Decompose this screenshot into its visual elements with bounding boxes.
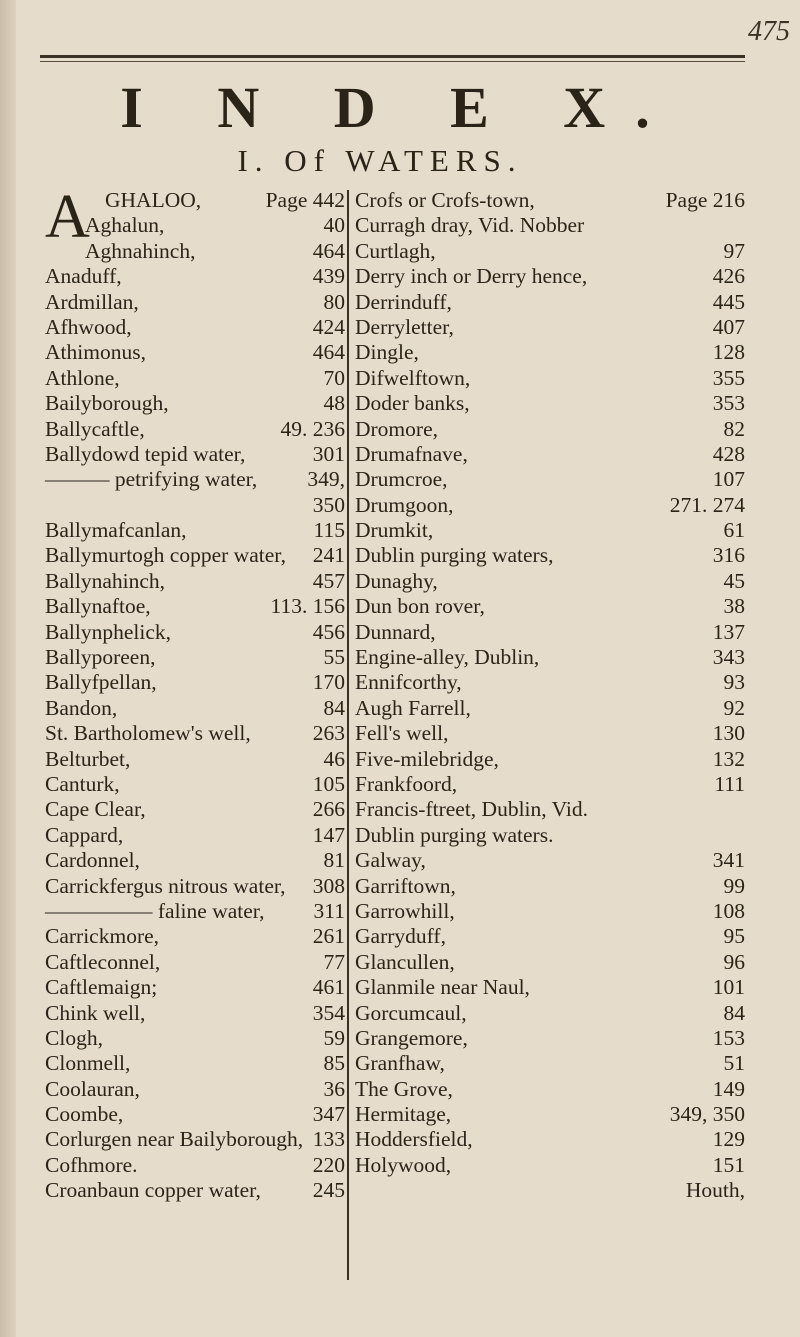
entry-name: ————— faline water, bbox=[45, 898, 265, 923]
index-entry bbox=[355, 645, 745, 670]
index-entry bbox=[355, 696, 745, 721]
index-entry bbox=[355, 823, 745, 848]
right-column bbox=[355, 188, 745, 1204]
entry-page: 407 bbox=[712, 314, 745, 339]
index-title: I N D E X. bbox=[120, 75, 680, 140]
entry-page: 311 bbox=[313, 898, 345, 923]
entry-name: Augh Farrell, bbox=[355, 695, 471, 720]
index-entry bbox=[355, 950, 745, 975]
index-entry bbox=[45, 823, 345, 848]
index-entry bbox=[45, 442, 345, 467]
entry-name: Coombe, bbox=[45, 1102, 124, 1127]
entry-page: 266 bbox=[312, 797, 345, 822]
entry-page: 51 bbox=[723, 1051, 745, 1076]
entry-page: 111 bbox=[714, 771, 745, 796]
entry-name: Canturk, bbox=[45, 771, 120, 796]
entry-page: 439 bbox=[312, 264, 345, 289]
entry-page: 97 bbox=[723, 238, 745, 263]
entry-name: Hoddersfield, bbox=[355, 1127, 473, 1152]
index-entry bbox=[355, 772, 745, 797]
entry-page: 48 bbox=[323, 391, 345, 416]
entry-page: 349, 350 bbox=[669, 1102, 745, 1127]
index-entry bbox=[355, 493, 745, 518]
index-entry bbox=[45, 1178, 345, 1203]
entry-name: Francis-ftreet, Dublin, Vid. bbox=[355, 797, 588, 822]
entry-page: 105 bbox=[312, 771, 345, 796]
index-entry bbox=[45, 518, 345, 543]
entry-page: 308 bbox=[312, 873, 345, 898]
entry-page: 45 bbox=[723, 568, 745, 593]
entry-page: 82 bbox=[723, 416, 745, 441]
entry-name: Coolauran, bbox=[45, 1076, 140, 1101]
entry-page: 170 bbox=[312, 670, 345, 695]
entry-page: 424 bbox=[312, 314, 345, 339]
entry-name: Gorcumcaul, bbox=[355, 1000, 467, 1025]
entry-page: 354 bbox=[312, 1000, 345, 1025]
entry-name: Clonmell, bbox=[45, 1051, 131, 1076]
entry-page: 101 bbox=[712, 975, 745, 1000]
entry-name: Garriftown, bbox=[355, 873, 456, 898]
index-entry bbox=[45, 1127, 345, 1152]
entry-name: Corlurgen near Bailyborough, bbox=[45, 1127, 304, 1152]
entry-name: Five-milebridge, bbox=[355, 746, 499, 771]
index-entry bbox=[355, 1001, 745, 1026]
entry-name: Drumkit, bbox=[355, 518, 434, 543]
entry-name: Granfhaw, bbox=[355, 1051, 445, 1076]
entry-name: Aghnahinch, bbox=[85, 238, 196, 263]
index-entry bbox=[45, 594, 345, 619]
entry-page: 456 bbox=[312, 619, 345, 644]
entry-name: Caftlemaign; bbox=[45, 975, 158, 1000]
entry-page: 428 bbox=[712, 441, 745, 466]
index-entry bbox=[355, 874, 745, 899]
entry-page: 128 bbox=[712, 340, 745, 365]
entry-page: 46 bbox=[323, 746, 345, 771]
entry-name: Bailyborough, bbox=[45, 391, 169, 416]
entry-name: Cape Clear, bbox=[45, 797, 146, 822]
entry-name: Ballymurtogh copper water, bbox=[45, 543, 286, 568]
entry-page: 343 bbox=[712, 645, 745, 670]
index-entry bbox=[45, 620, 345, 645]
index-entry bbox=[45, 1077, 345, 1102]
index-entry bbox=[355, 620, 745, 645]
index-entry bbox=[355, 747, 745, 772]
entry-page: 49. 236 bbox=[280, 416, 345, 441]
entry-page: 355 bbox=[712, 365, 745, 390]
entry-name: Doder banks, bbox=[355, 391, 470, 416]
entry-name: St. Bartholomew's well, bbox=[45, 721, 251, 746]
entry-page: 80 bbox=[323, 289, 345, 314]
entry-name: Drumafnave, bbox=[355, 441, 468, 466]
entry-page: Page 442 bbox=[265, 188, 345, 212]
index-entry bbox=[45, 772, 345, 797]
index-entry bbox=[355, 442, 745, 467]
entry-name: Difwelftown, bbox=[355, 365, 471, 390]
entry-page: 55 bbox=[323, 645, 345, 670]
entry-name: Caftleconnel, bbox=[45, 949, 161, 974]
index-entry bbox=[355, 188, 745, 213]
entry-page: 445 bbox=[712, 289, 745, 314]
index-entry bbox=[45, 899, 345, 924]
index-entry bbox=[45, 1026, 345, 1051]
entry-page: 70 bbox=[323, 365, 345, 390]
entry-page: 84 bbox=[323, 695, 345, 720]
entry-name: Derry inch or Derry hence, bbox=[355, 264, 588, 289]
page-edge bbox=[0, 0, 16, 1337]
index-entry bbox=[355, 1026, 745, 1051]
entry-page: 92 bbox=[723, 695, 745, 720]
index-entry bbox=[45, 721, 345, 746]
index-entry bbox=[355, 340, 745, 365]
index-entry bbox=[45, 975, 345, 1000]
entry-name: Clogh, bbox=[45, 1025, 103, 1050]
entry-name: Ennifcorthy, bbox=[355, 670, 462, 695]
index-entry bbox=[355, 366, 745, 391]
entry-name: Drumgoon, bbox=[355, 492, 454, 517]
entry-name: Cofhmore. bbox=[45, 1152, 138, 1177]
index-entry bbox=[45, 188, 345, 213]
column-divider bbox=[347, 190, 349, 1280]
entry-page: 132 bbox=[712, 746, 745, 771]
entry-page: Page 216 bbox=[665, 188, 745, 212]
entry-name: The Grove, bbox=[355, 1076, 453, 1101]
index-entry bbox=[45, 747, 345, 772]
entry-name: Garrowhill, bbox=[355, 898, 455, 923]
entry-name: Chink well, bbox=[45, 1000, 146, 1025]
index-entry bbox=[355, 315, 745, 340]
entry-page: 133 bbox=[312, 1127, 345, 1152]
entry-name: Ballyfpellan, bbox=[45, 670, 157, 695]
entry-name: Galway, bbox=[355, 848, 426, 873]
index-entry bbox=[355, 975, 745, 1000]
index-entry bbox=[45, 950, 345, 975]
entry-name: Athimonus, bbox=[45, 340, 146, 365]
header-rule bbox=[40, 55, 745, 58]
index-entry bbox=[45, 696, 345, 721]
entry-name: Frankfoord, bbox=[355, 771, 458, 796]
entry-page: 241 bbox=[312, 543, 345, 568]
entry-page: 261 bbox=[312, 924, 345, 949]
entry-page: 61 bbox=[723, 518, 745, 543]
entry-name: Ballynphelick, bbox=[45, 619, 171, 644]
left-column bbox=[45, 183, 345, 1204]
entry-name: Dromore, bbox=[355, 416, 438, 441]
index-entry bbox=[45, 417, 345, 442]
entry-page: 149 bbox=[712, 1076, 745, 1101]
entry-name: Glancullen, bbox=[355, 949, 455, 974]
entry-page: 153 bbox=[712, 1025, 745, 1050]
entry-name: Engine-alley, Dublin, bbox=[355, 645, 540, 670]
index-entry bbox=[45, 645, 345, 670]
entry-name: Fell's well, bbox=[355, 721, 449, 746]
index-entry bbox=[355, 467, 745, 492]
entry-name: Carrickfergus nitrous water, bbox=[45, 873, 286, 898]
entry-page: 353 bbox=[712, 391, 745, 416]
entry-page: 461 bbox=[312, 975, 345, 1000]
entry-name: Cappard, bbox=[45, 822, 124, 847]
entry-name: Holywood, bbox=[355, 1152, 452, 1177]
index-entry bbox=[45, 670, 345, 695]
index-entry bbox=[45, 874, 345, 899]
index-entry bbox=[45, 213, 345, 238]
index-entry bbox=[355, 670, 745, 695]
entry-page: 36 bbox=[323, 1076, 345, 1101]
index-entry bbox=[355, 518, 745, 543]
entry-page: 129 bbox=[712, 1127, 745, 1152]
entry-name: Bandon, bbox=[45, 695, 118, 720]
entry-page: 108 bbox=[712, 898, 745, 923]
entry-name: ——— petrifying water, bbox=[45, 467, 258, 492]
index-entry bbox=[45, 315, 345, 340]
entry-name: Anaduff, bbox=[45, 264, 122, 289]
index-entry bbox=[355, 594, 745, 619]
entry-name: Derrinduff, bbox=[355, 289, 452, 314]
entry-name: Ballyporeen, bbox=[45, 645, 156, 670]
index-entry bbox=[45, 1102, 345, 1127]
entry-name: Drumcroe, bbox=[355, 467, 448, 492]
index-entry bbox=[355, 721, 745, 746]
entry-page: 464 bbox=[312, 238, 345, 263]
index-entry bbox=[45, 366, 345, 391]
entry-page: 93 bbox=[723, 670, 745, 695]
entry-name: Afhwood, bbox=[45, 314, 132, 339]
index-entry bbox=[45, 1153, 345, 1178]
entry-page: 85 bbox=[323, 1051, 345, 1076]
index-entry bbox=[355, 1153, 745, 1178]
index-entry bbox=[45, 290, 345, 315]
index-entry bbox=[355, 899, 745, 924]
entry-name: Glanmile near Naul, bbox=[355, 975, 530, 1000]
entry-name: Curtlagh, bbox=[355, 238, 436, 263]
entry-page: 77 bbox=[323, 949, 345, 974]
entry-page: 115 bbox=[313, 518, 345, 543]
entry-page: 137 bbox=[712, 619, 745, 644]
entry-page: 341 bbox=[712, 848, 745, 873]
entry-name: Dunnard, bbox=[355, 619, 436, 644]
index-entry bbox=[355, 417, 745, 442]
entry-page: 81 bbox=[323, 848, 345, 873]
entry-name: Athlone, bbox=[45, 365, 120, 390]
entry-name: Ballynahinch, bbox=[45, 568, 166, 593]
index-entry bbox=[355, 1127, 745, 1152]
entry-page: 107 bbox=[712, 467, 745, 492]
entry-page: 245 bbox=[312, 1178, 345, 1203]
entry-name: Dunaghy, bbox=[355, 568, 438, 593]
entry-name: Ballymafcanlan, bbox=[45, 518, 187, 543]
entry-page: 113. 156 bbox=[270, 594, 345, 619]
page-number: 475 bbox=[748, 16, 790, 47]
entry-page: 349, bbox=[307, 467, 345, 492]
entry-page: 130 bbox=[712, 721, 745, 746]
entry-page: 40 bbox=[323, 213, 345, 238]
index-entry bbox=[45, 340, 345, 365]
index-entry bbox=[355, 1051, 745, 1076]
entry-name: Cardonnel, bbox=[45, 848, 140, 873]
index-entry bbox=[355, 797, 745, 822]
index-entry bbox=[45, 924, 345, 949]
entry-page: 350 bbox=[312, 492, 345, 517]
entry-name: Crofs or Crofs-town, bbox=[355, 188, 535, 212]
entry-name: Garryduff, bbox=[355, 924, 446, 949]
entry-name: GHALOO, bbox=[105, 188, 202, 212]
section-title: I. Of WATERS. bbox=[237, 143, 523, 178]
index-entry bbox=[355, 239, 745, 264]
entry-name: Curragh dray, Vid. Nobber bbox=[355, 213, 585, 238]
entry-page: 99 bbox=[723, 873, 745, 898]
index-entry bbox=[45, 1051, 345, 1076]
index-entry bbox=[45, 239, 345, 264]
entry-name: Ballynaftoe, bbox=[45, 594, 151, 619]
index-entry bbox=[45, 797, 345, 822]
entry-name: Grangemore, bbox=[355, 1025, 468, 1050]
entry-name: Belturbet, bbox=[45, 746, 131, 771]
entry-page: 84 bbox=[723, 1000, 745, 1025]
index-entry bbox=[45, 569, 345, 594]
index-entry bbox=[355, 1077, 745, 1102]
entry-page: 96 bbox=[723, 949, 745, 974]
index-entry bbox=[355, 924, 745, 949]
entry-page: 271. 274 bbox=[669, 492, 745, 517]
entry-page: 151 bbox=[712, 1152, 745, 1177]
header-rule-thin bbox=[40, 61, 745, 62]
index-entry bbox=[355, 213, 745, 238]
index-entry bbox=[45, 1001, 345, 1026]
entry-name: Dublin purging waters, bbox=[355, 543, 554, 568]
entry-page: 95 bbox=[723, 924, 745, 949]
entry-page: 301 bbox=[312, 441, 345, 466]
entry-page: 347 bbox=[312, 1102, 345, 1127]
entry-page: 316 bbox=[712, 543, 745, 568]
entry-name: Dingle, bbox=[355, 340, 419, 365]
entry-page: 38 bbox=[723, 594, 745, 619]
index-entry bbox=[45, 467, 345, 492]
index-entry bbox=[355, 1178, 745, 1203]
index-entry bbox=[355, 391, 745, 416]
index-entry bbox=[45, 391, 345, 416]
index-entry bbox=[45, 543, 345, 568]
entry-name: Ardmillan, bbox=[45, 289, 139, 314]
entry-name: Aghalun, bbox=[85, 213, 165, 238]
index-entry bbox=[355, 264, 745, 289]
entry-name: Derryletter, bbox=[355, 314, 454, 339]
entry-page: 457 bbox=[312, 568, 345, 593]
drop-cap: A bbox=[45, 183, 90, 251]
entry-page: 464 bbox=[312, 340, 345, 365]
entry-page: 220 bbox=[312, 1152, 345, 1177]
index-entry bbox=[355, 1102, 745, 1127]
index-entry bbox=[355, 290, 745, 315]
index-entry bbox=[45, 493, 345, 518]
entry-name: Croanbaun copper water, bbox=[45, 1178, 261, 1203]
entry-name: Carrickmore, bbox=[45, 924, 160, 949]
entry-name: Hermitage, bbox=[355, 1102, 452, 1127]
index-entry bbox=[355, 543, 745, 568]
entry-name: Ballydowd tepid water, bbox=[45, 441, 246, 466]
entry-page: 147 bbox=[312, 822, 345, 847]
index-entry bbox=[355, 848, 745, 873]
entry-page: 263 bbox=[312, 721, 345, 746]
index-entry bbox=[355, 569, 745, 594]
entry-name: Dublin purging waters. bbox=[355, 822, 554, 847]
entry-name: Dun bon rover, bbox=[355, 594, 485, 619]
entry-page: 59 bbox=[323, 1025, 345, 1050]
entry-page: Houth, bbox=[685, 1178, 745, 1203]
entry-name: Ballycaftle, bbox=[45, 416, 145, 441]
entry-page: 426 bbox=[712, 264, 745, 289]
index-entry bbox=[45, 848, 345, 873]
index-entry bbox=[45, 264, 345, 289]
